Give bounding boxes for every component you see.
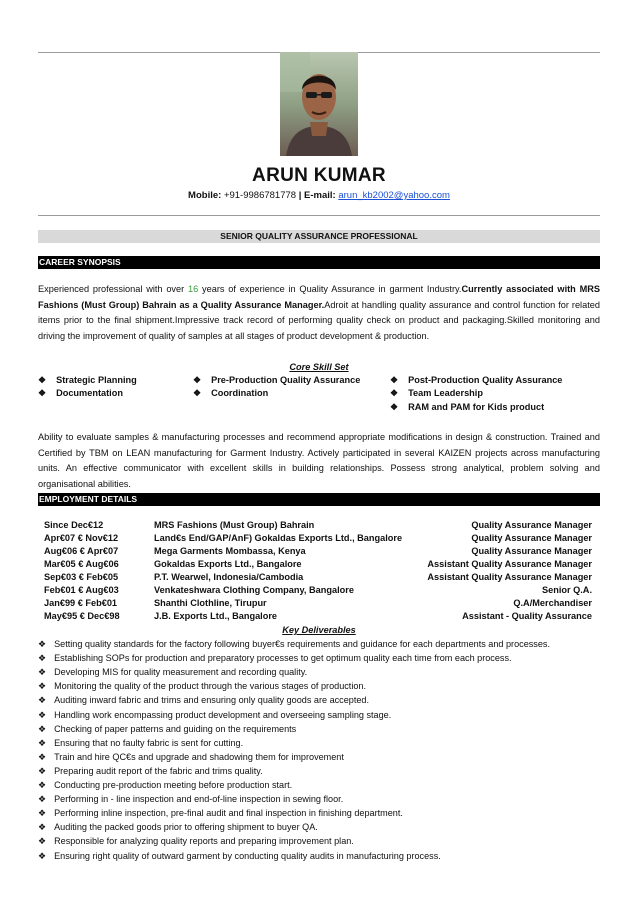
career-synopsis-heading: CAREER SYNOPSIS: [38, 256, 600, 269]
diamond-bullet-icon: ❖: [38, 667, 47, 678]
deliverable-item: [38, 851, 618, 862]
deliverable-text: Handling work encompassing product development and overseeing sampling stage.: [54, 709, 392, 720]
years-experience: 16: [188, 284, 199, 294]
skills-grid: [38, 375, 600, 415]
diamond-bullet-icon: ❖: [38, 375, 47, 385]
diamond-bullet-icon: ❖: [38, 653, 47, 664]
skill-item: ❖ Post-Production Quality Assurance: [390, 375, 563, 385]
deliverable-text: Ensuring right quality of outward garment by conducting quality audits in manufacturing process.: [54, 850, 441, 861]
employment-row: Sep€03 € Feb€05 P.T. Wearwel, Indonesia/Cambodia Assistant Quality Assurance Manager: [44, 572, 592, 582]
employment-row: Since Dec€12 MRS Fashions (Must Group) Bahrain Quality Assurance Manager: [44, 520, 592, 530]
diamond-bullet-icon: ❖: [390, 388, 399, 398]
summary-current-role: Currently associated with MRS Fashions (Must Group) Bahrain as a Quality Assurance Manager.: [38, 284, 600, 310]
deliverable-text: Preparing audit report of the fabric and trims quality.: [54, 765, 263, 776]
profile-title-bar: SENIOR QUALITY ASSURANCE PROFESSIONAL: [38, 230, 600, 243]
diamond-bullet-icon: ❖: [38, 822, 47, 833]
deliverable-text: Checking of paper patterns and guiding on the requirements: [54, 723, 297, 734]
skill-item: ❖ Coordination: [193, 388, 269, 398]
diamond-bullet-icon: ❖: [38, 751, 47, 762]
diamond-bullet-icon: ❖: [38, 808, 47, 819]
deliverable-text: Setting quality standards for the factory following buyer€s requirements and guidance for each departments and processes.: [54, 639, 550, 649]
deliverable-item: [38, 808, 618, 819]
deliverable-item: [38, 695, 618, 706]
employment-row: Mar€05 € Aug€06 Gokaldas Exports Ltd., Bangalore Assistant Quality Assurance Manager: [44, 559, 592, 569]
diamond-bullet-icon: ❖: [38, 780, 47, 790]
mobile-number: +91-9986781778: [223, 190, 297, 201]
header-divider: [38, 215, 600, 216]
deliverable-item: [38, 724, 618, 735]
diamond-bullet-icon: ❖: [38, 723, 47, 734]
deliverable-text: Auditing inward fabric and trims and ensuring only quality goods are accepted.: [54, 695, 370, 706]
skill-item: ❖ Team Leadership: [390, 388, 483, 398]
deliverable-item: [38, 667, 618, 678]
summary-text-b: years of experience in Quality Assurance in garment Industry.: [198, 284, 462, 294]
skill-item: ❖ Documentation: [38, 388, 123, 398]
deliverable-text: Developing MIS for quality measurement and recording quality.: [54, 667, 308, 678]
career-summary: [38, 282, 600, 344]
diamond-bullet-icon: ❖: [38, 388, 47, 398]
deliverable-text: Performing inline inspection, pre-final audit and final inspection in finishing department.: [54, 808, 403, 819]
candidate-name: ARUN KUMAR: [252, 165, 386, 186]
diamond-bullet-icon: ❖: [38, 765, 47, 776]
employment-row: Aug€06 € Apr€07 Mega Garments Mombassa, Kenya Quality Assurance Manager: [44, 546, 592, 556]
diamond-bullet-icon: ❖: [38, 850, 47, 861]
summary-text-a: Experienced professional with over: [38, 284, 188, 294]
employment-row: Apr€07 € Nov€12 Land€s End/GAP/AnF) Gokaldas Exports Ltd., Bangalore Quality Assurance Manager: [44, 533, 592, 543]
profile-photo: [280, 52, 358, 156]
diamond-bullet-icon: ❖: [38, 836, 47, 847]
deliverable-text: Monitoring the quality of the product through the various stages of production.: [54, 681, 366, 692]
abilities-paragraph: Ability to evaluate samples & manufacturing processes and recommend appropriate modifications in design & construction. Trained and Certified by TBM on LEAN manufacturing for Garment Industry. Actively participated in several KAIZEN projects across manufacturing units. An effective communicator with excellent skills in building relationships. Possess strong analytical, problem solving and organisational abilities.: [38, 432, 600, 489]
deliverable-item: [38, 639, 618, 650]
mobile-label: Mobile:: [188, 190, 222, 201]
employment-row: May€95 € Dec€98 J.B. Exports Ltd., Bangalore Assistant - Quality Assurance: [44, 611, 592, 621]
deliverable-text: Ensuring that no faulty fabric is sent for cutting.: [54, 737, 244, 748]
deliverable-item: [38, 766, 618, 777]
diamond-bullet-icon: ❖: [193, 375, 202, 385]
diamond-bullet-icon: ❖: [193, 388, 202, 398]
diamond-bullet-icon: ❖: [38, 639, 47, 649]
skill-item: ❖ Strategic Planning: [38, 375, 137, 385]
key-deliverables-title: Key Deliverables: [282, 625, 356, 635]
employment-heading: EMPLOYMENT DETAILS: [38, 493, 600, 506]
deliverable-text: Responsible for analyzing quality reports and preparing improvement plan.: [54, 836, 354, 847]
diamond-bullet-icon: ❖: [390, 375, 399, 385]
deliverable-item: [38, 752, 618, 763]
deliverable-text: Conducting pre-production meeting before production start.: [54, 780, 293, 790]
deliverable-item: [38, 822, 618, 833]
employment-row: Feb€01 € Aug€03 Venkateshwara Clothing Company, Bangalore Senior Q.A.: [44, 585, 592, 595]
employment-row: Jan€99 € Feb€01 Shanthi Clothline, Tirupur Q.A/Merchandiser: [44, 598, 592, 608]
diamond-bullet-icon: ❖: [38, 737, 47, 748]
diamond-bullet-icon: ❖: [390, 402, 399, 412]
skill-item: ❖ Pre-Production Quality Assurance: [193, 375, 361, 385]
diamond-bullet-icon: ❖: [38, 794, 47, 805]
diamond-bullet-icon: ❖: [38, 695, 47, 706]
deliverable-item: [38, 794, 618, 805]
deliverable-item: [38, 836, 618, 847]
deliverable-item: [38, 653, 618, 664]
diamond-bullet-icon: ❖: [38, 709, 47, 720]
skill-item: ❖ RAM and PAM for Kids product: [390, 402, 545, 412]
deliverable-text: Establishing SOPs for production and preparatory processes to get optimum quality each time from each process.: [54, 653, 512, 664]
deliverable-item: [38, 681, 618, 692]
deliverable-item: [38, 710, 618, 721]
deliverable-item: [38, 780, 618, 791]
summary-text-c: Adroit at handling quality assurance and control function for related items prior to the final shipment.Impressive track record of performing quality check on product and packaging.Skilled monitoring and driving the improvement of quality of samples at all stages of product development & production.: [38, 299, 600, 341]
deliverable-text: Train and hire QC€s and upgrade and shadowing them for improvement: [54, 751, 344, 762]
contact-line: [0, 190, 638, 201]
email-link[interactable]: arun_kb2002@yahoo.com: [338, 190, 450, 201]
deliverable-text: Performing in - line inspection and end-of-line inspection in sewing floor.: [54, 794, 344, 805]
diamond-bullet-icon: ❖: [38, 681, 47, 692]
deliverable-item: [38, 738, 618, 749]
deliverable-text: Auditing the packed goods prior to offering shipment to buyer QA.: [54, 822, 318, 833]
core-skill-title: Core Skill Set: [289, 362, 349, 372]
email-label: E-mail:: [304, 190, 336, 201]
contact-separator: |: [298, 190, 302, 201]
